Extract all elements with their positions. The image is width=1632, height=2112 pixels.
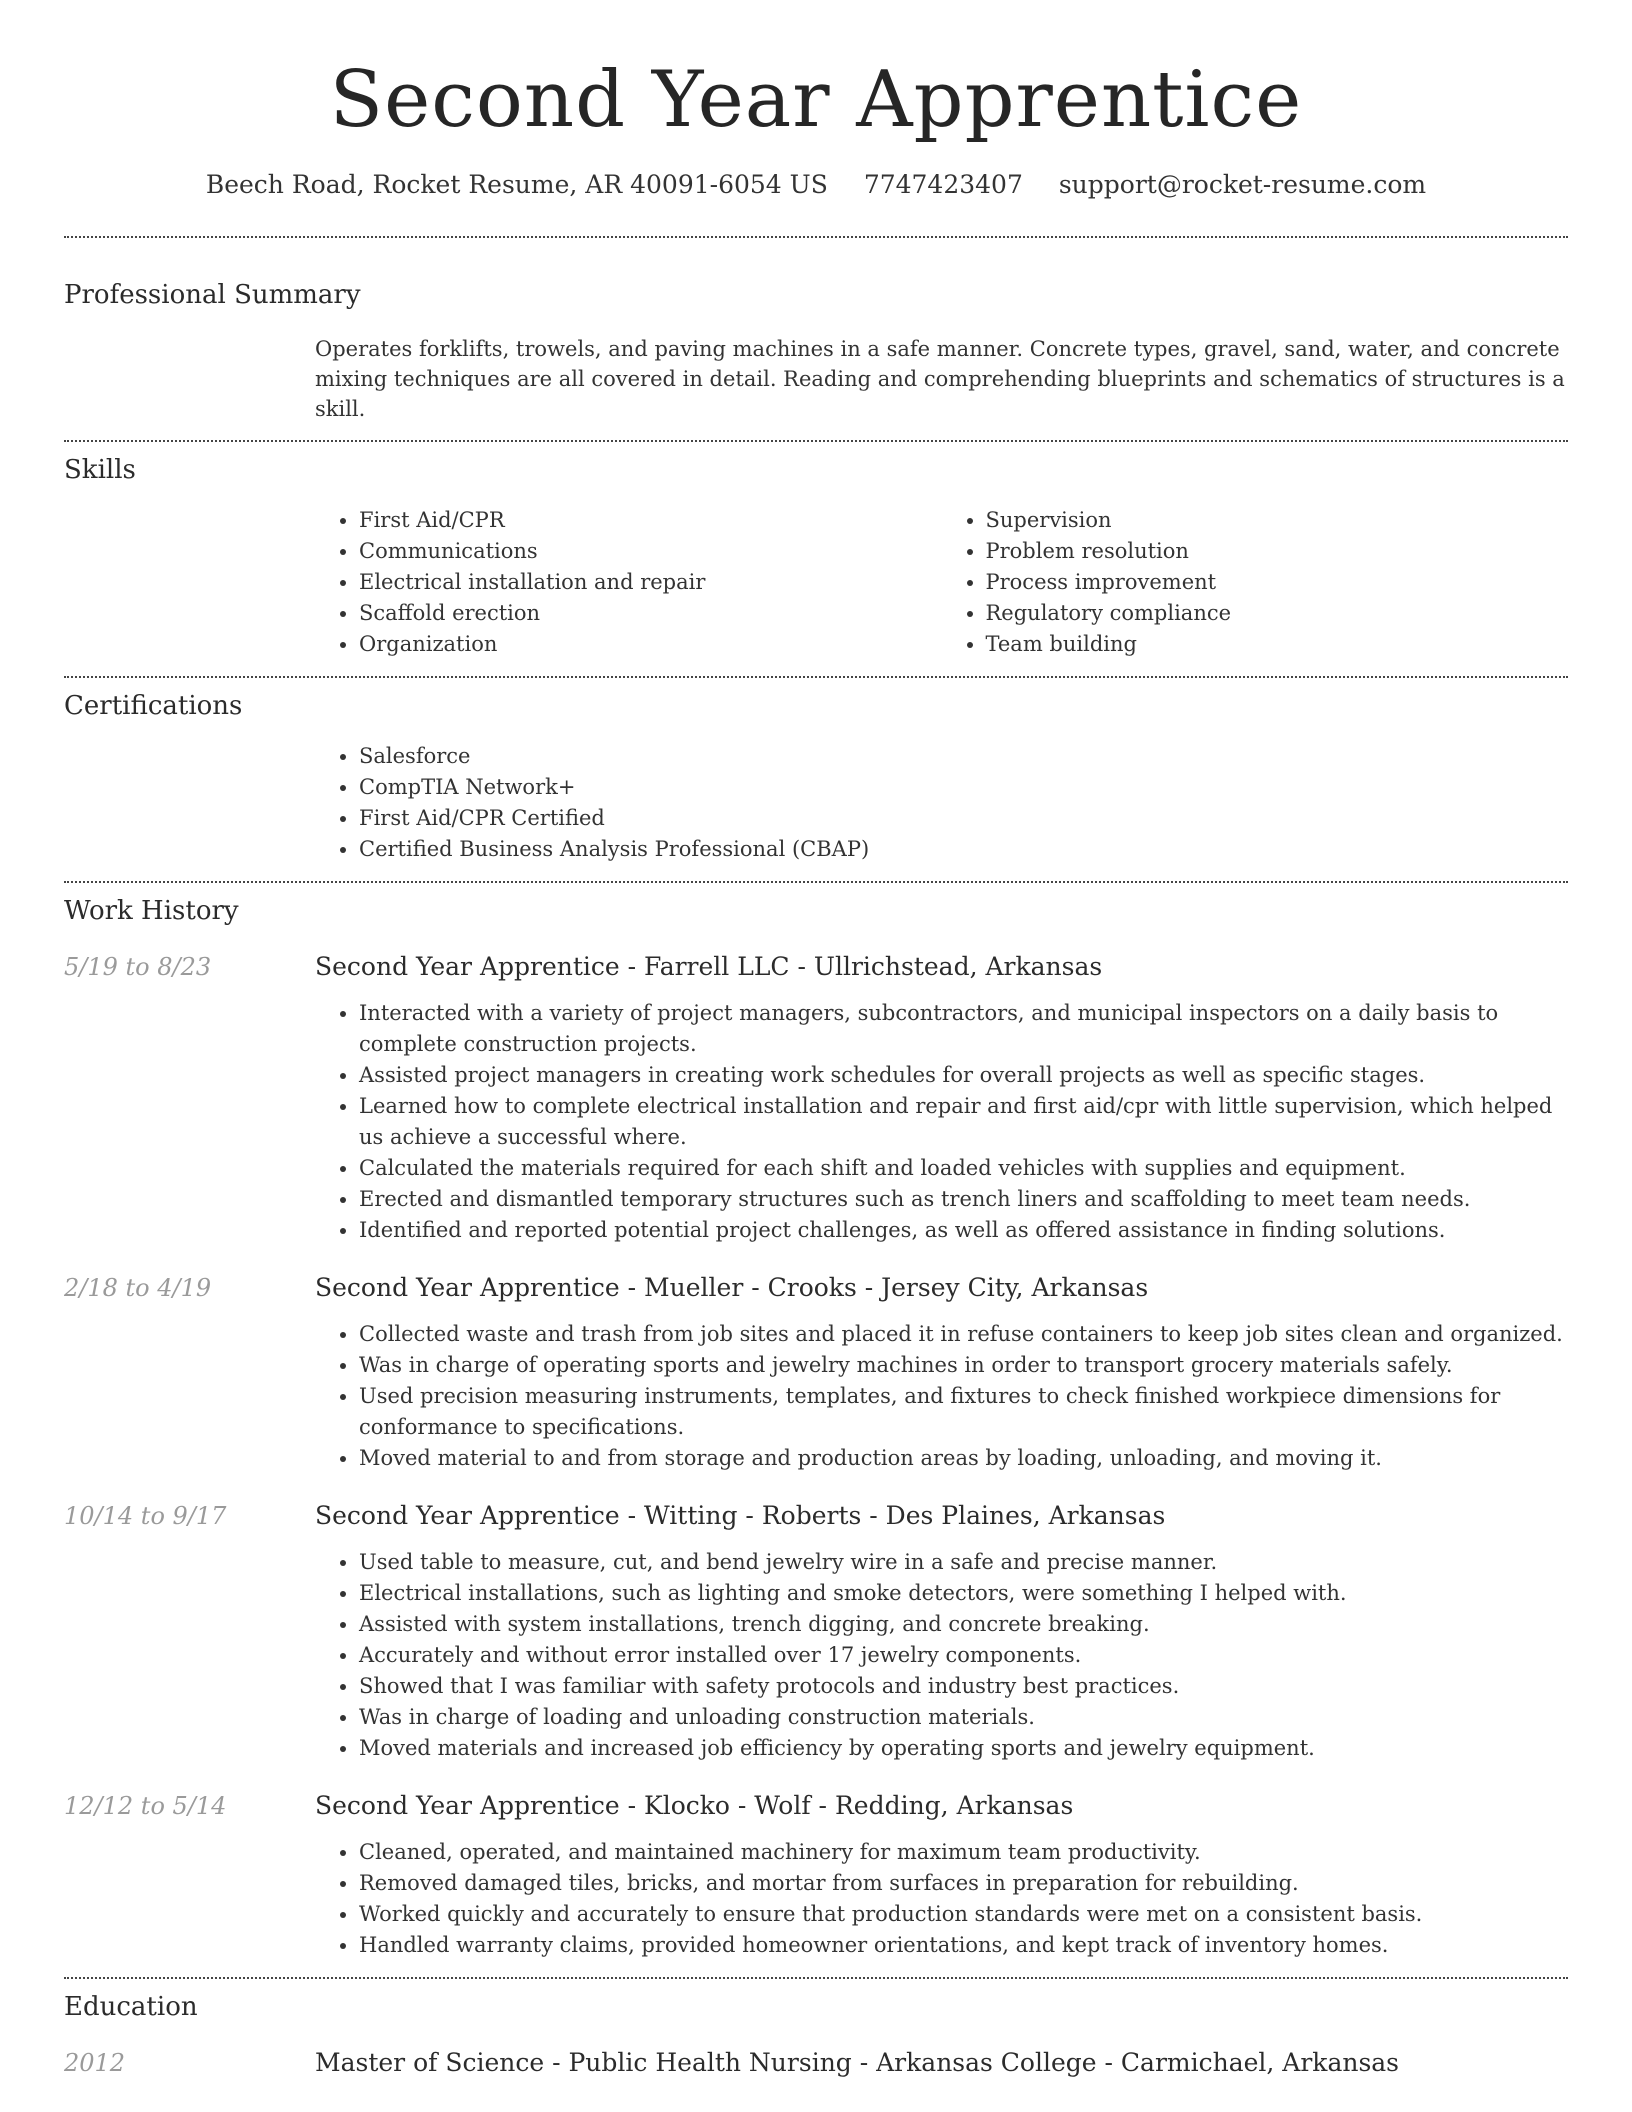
- job-bullet: • Was in charge of loading and unloading construction materials.: [359, 1702, 1568, 1733]
- education-year: 2012: [64, 2049, 126, 2077]
- skill-item: • First Aid/CPR: [359, 505, 942, 536]
- job-bullet: • Moved material to and from storage and production areas by loading, unloading, and moving it.: [359, 1443, 1568, 1474]
- job-entry: [64, 950, 1568, 1246]
- job-title: Second Year Apprentice - Witting - Roberts - Des Plaines, Arkansas: [315, 1501, 1166, 1530]
- job-dates: 2/18 to 4/19: [64, 1274, 212, 1302]
- skill-item: • Scaffold erection: [359, 598, 942, 629]
- skills-column-right: [942, 505, 1569, 660]
- job-bullet: • Assisted project managers in creating work schedules for overall projects as well as specific stages.: [359, 1060, 1568, 1091]
- divider: [64, 236, 1568, 238]
- education-entry: [64, 2046, 1568, 2080]
- job-title: Second Year Apprentice - Mueller - Crooks - Jersey City, Arkansas: [315, 1273, 1149, 1302]
- job-entry: [64, 1789, 1568, 1961]
- certification-item: • Salesforce: [359, 741, 1568, 772]
- skills-column-left: [315, 505, 942, 660]
- divider: [64, 440, 1568, 442]
- job-bullet: • Learned how to complete electrical installation and repair and first aid/cpr with little supervision, which helped us achieve a successful where.: [359, 1091, 1568, 1153]
- job-bullet: • Identified and reported potential project challenges, as well as offered assistance in finding solutions.: [359, 1215, 1568, 1246]
- skill-item: • Team building: [986, 629, 1569, 660]
- job-bullet: • Cleaned, operated, and maintained machinery for maximum team productivity.: [359, 1837, 1568, 1868]
- job-bullet: • Collected waste and trash from job sites and placed it in refuse containers to keep job sites clean and organized.: [359, 1319, 1568, 1350]
- address: Beech Road, Rocket Resume, AR 40091-6054 US: [205, 170, 828, 199]
- job-bullet: • Assisted with system installations, trench digging, and concrete breaking.: [359, 1609, 1568, 1640]
- skill-item: • Problem resolution: [986, 536, 1569, 567]
- section-heading-skills: Skills: [64, 455, 136, 485]
- job-bullet: • Was in charge of operating sports and jewelry machines in order to transport grocery materials safely.: [359, 1350, 1568, 1381]
- job-bullet: • Used table to measure, cut, and bend jewelry wire in a safe and precise manner.: [359, 1547, 1568, 1578]
- certification-item: • Certified Business Analysis Professional (CBAP): [359, 834, 1568, 865]
- summary-text: Operates forklifts, trowels, and paving machines in a safe manner. Concrete types, gravel, sand, water, and concrete mixing techniques are all covered in detail. Reading and comprehending blueprints and schematics of structures is a skill.: [315, 337, 1565, 421]
- section-heading-work-history: Work History: [64, 896, 239, 926]
- job-dates: 10/14 to 9/17: [64, 1502, 227, 1530]
- job-bullet: • Interacted with a variety of project managers, subcontractors, and municipal inspectors on a daily basis to complete construction projects.: [359, 998, 1568, 1060]
- job-bullet: • Removed damaged tiles, bricks, and mortar from surfaces in preparation for rebuilding.: [359, 1868, 1568, 1899]
- job-entry: [64, 1271, 1568, 1474]
- job-bullet: • Showed that I was familiar with safety protocols and industry best practices.: [359, 1671, 1568, 1702]
- job-bullet: • Handled warranty claims, provided homeowner orientations, and kept track of inventory homes.: [359, 1930, 1568, 1961]
- skill-item: • Electrical installation and repair: [359, 567, 942, 598]
- job-bullets: [315, 1319, 1568, 1474]
- contact-line: [64, 168, 1568, 202]
- skill-item: • Regulatory compliance: [986, 598, 1569, 629]
- job-bullets: [315, 998, 1568, 1246]
- skill-item: • Supervision: [986, 505, 1569, 536]
- page-title: Second Year Apprentice: [329, 55, 1303, 145]
- section-heading-education: Education: [64, 1992, 198, 2022]
- job-bullets: [315, 1837, 1568, 1961]
- job-entry: [64, 1499, 1568, 1764]
- email: support@rocket-resume.com: [1058, 170, 1427, 199]
- divider: [64, 1977, 1568, 1979]
- resume-page: [64, 0, 1568, 2080]
- job-dates: 12/12 to 5/14: [64, 1792, 227, 1820]
- job-bullet: • Electrical installations, such as lighting and smoke detectors, were something I helped with.: [359, 1578, 1568, 1609]
- job-dates: 5/19 to 8/23: [64, 953, 212, 981]
- job-bullet: • Calculated the materials required for each shift and loaded vehicles with supplies and equipment.: [359, 1153, 1568, 1184]
- job-title: Second Year Apprentice - Klocko - Wolf - Redding, Arkansas: [315, 1791, 1074, 1820]
- skill-item: • Process improvement: [986, 567, 1569, 598]
- certification-item: • CompTIA Network+: [359, 772, 1568, 803]
- education-title: Master of Science - Public Health Nursing - Arkansas College - Carmichael, Arkansas: [315, 2048, 1400, 2077]
- job-bullet: • Worked quickly and accurately to ensure that production standards were met on a consistent basis.: [359, 1899, 1568, 1930]
- job-bullet: • Accurately and without error installed over 17 jewelry components.: [359, 1640, 1568, 1671]
- job-bullet: • Moved materials and increased job efficiency by operating sports and jewelry equipment.: [359, 1733, 1568, 1764]
- skills-list: [315, 505, 1568, 660]
- divider: [64, 881, 1568, 883]
- certification-item: • First Aid/CPR Certified: [359, 803, 1568, 834]
- job-bullet: • Used precision measuring instruments, templates, and fixtures to check finished workpiece dimensions for conformance to specifications.: [359, 1381, 1568, 1443]
- job-bullets: [315, 1547, 1568, 1764]
- skill-item: • Communications: [359, 536, 942, 567]
- certifications-list: [315, 741, 1568, 865]
- skill-item: • Organization: [359, 629, 942, 660]
- section-heading-certifications: Certifications: [64, 691, 243, 721]
- job-title: Second Year Apprentice - Farrell LLC - Ullrichstead, Arkansas: [315, 952, 1103, 981]
- divider: [64, 676, 1568, 678]
- job-bullet: • Erected and dismantled temporary structures such as trench liners and scaffolding to meet team needs.: [359, 1184, 1568, 1215]
- phone: 7747423407: [863, 170, 1023, 199]
- section-heading-summary: Professional Summary: [64, 280, 361, 310]
